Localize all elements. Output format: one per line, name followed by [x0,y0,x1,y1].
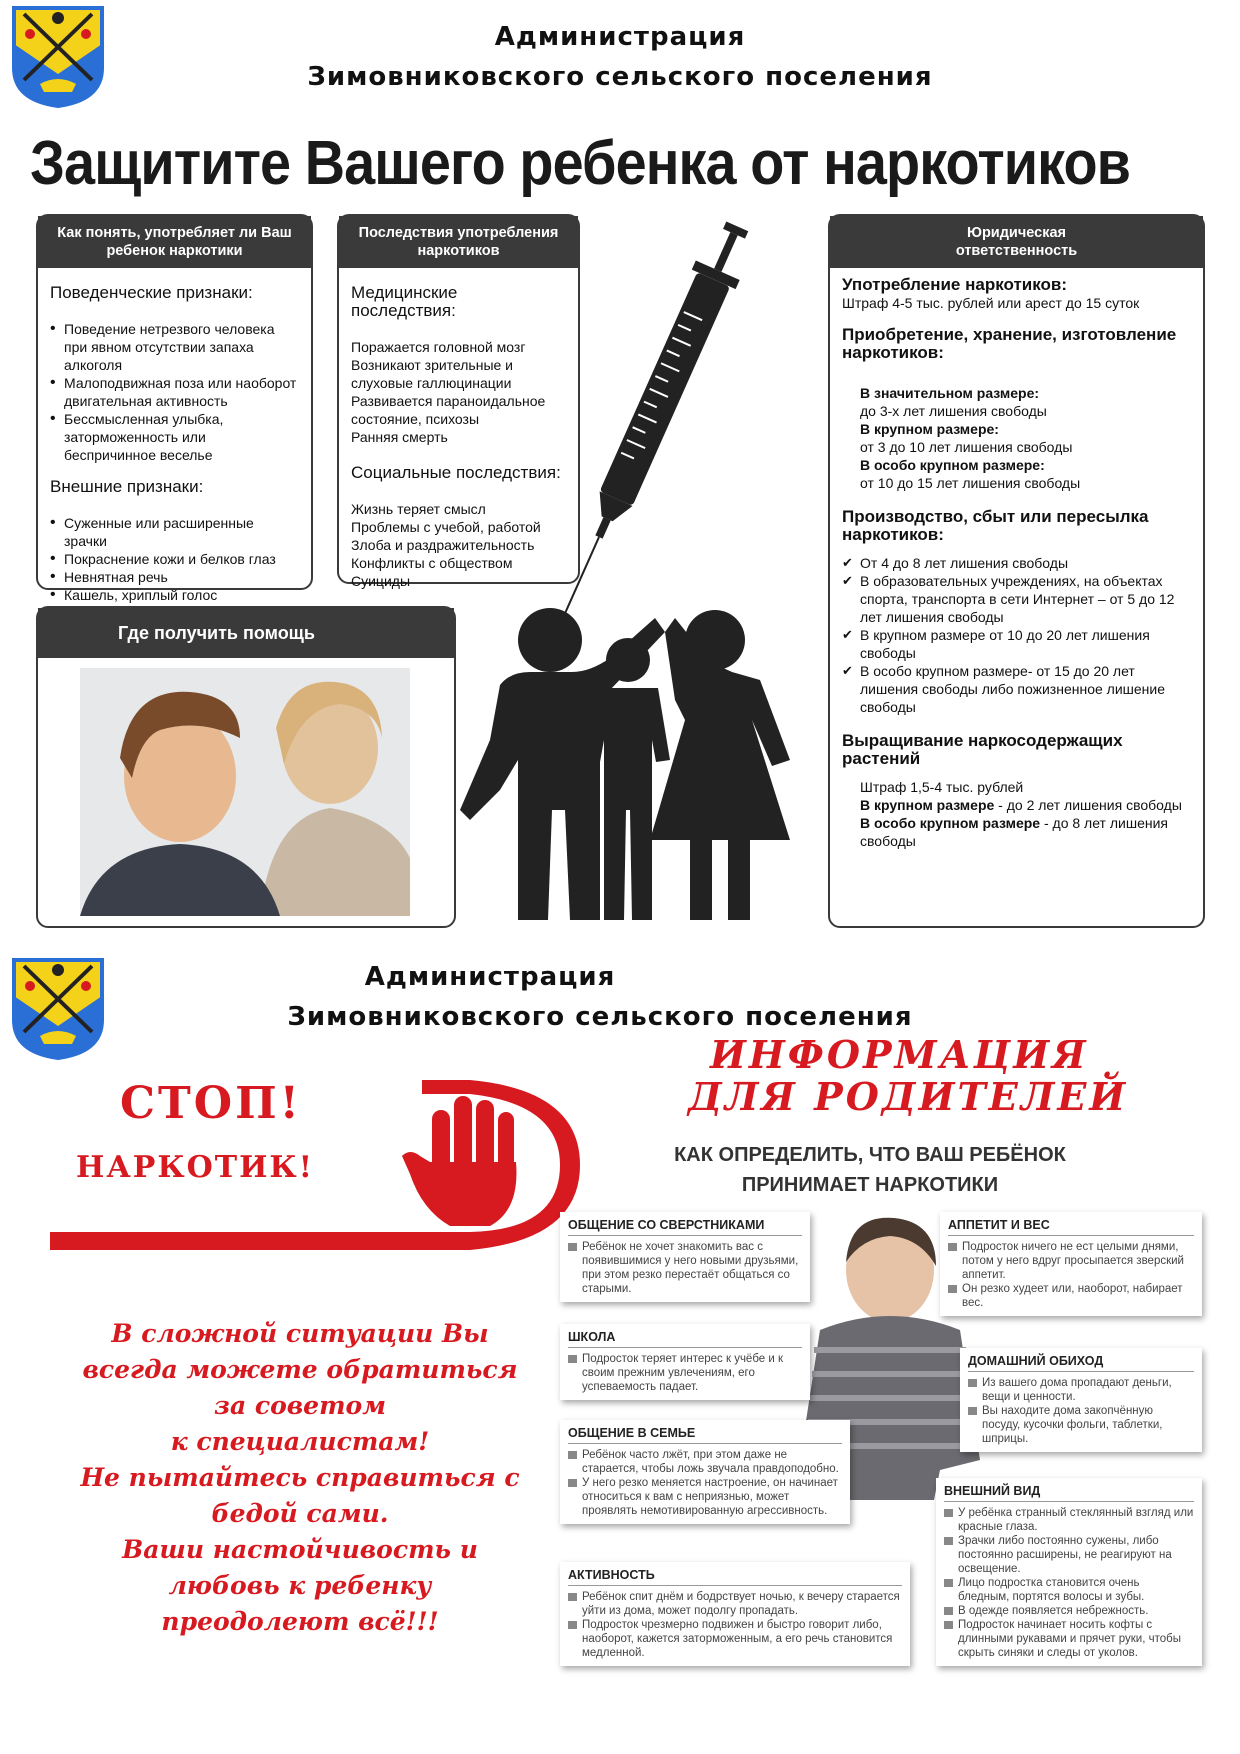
acquire-text: до 3-х лет лишения свободы [860,403,1047,419]
list-item: • Суженные или расширенные зрачки [50,514,299,550]
card-title: АКТИВНОСТЬ [568,1568,902,1586]
list-item: ✔ От 4 до 8 лет лишения свободы [842,554,1191,572]
card-school [560,1324,810,1400]
advice-line: к специалистам! [170,1427,430,1456]
card-item: Подросток чрезмерно подвижен и быстро говорит либо, наоборот, кажется заторможенным, а его речь становится медленной. [568,1618,902,1660]
card-item: Ребёнок часто лжёт, при этом даже не старается, чтобы ложь звучала правдоподобно. [568,1448,842,1476]
narcotic-heading: НАРКОТИК! [76,1150,314,1185]
advice-line: Ваши настойчивость и [122,1535,478,1564]
signs-box [36,214,313,603]
list-item: • Бессмысленная улыбка, заторможенность или беспричинное веселье [50,410,299,464]
acquire-label: В особо крупном размере: [860,457,1045,473]
info-heading-line2: ДЛЯ РОДИТЕЛЕЙ [688,1074,1129,1119]
card-family [560,1420,850,1524]
how-line: ПРИНИМАЕТ НАРКОТИКИ [741,1174,999,1196]
advice-line: бедой сами. [211,1499,389,1528]
list-item: • Поведение нетрезвого человека при явном отсутствии запаха алкоголя [50,320,299,374]
growing-xlarge-label: В особо крупном размере [860,815,1041,831]
list-item: Проблемы с учебой, работой [351,519,541,535]
social-heading: Социальные последствия: [351,463,561,482]
list-item: • Малоподвижная поза или наоборот двигательная активность [50,374,299,410]
mother-figure-icon [650,610,790,920]
admin-title-line2: Зимовниковского сельского поселения [307,62,933,92]
card-title: ВНЕШНИЙ ВИД [944,1484,1194,1502]
advice-line: всегда можете обратиться [82,1355,518,1384]
card-household [960,1348,1202,1452]
list-item: ✔ В образовательных учреждениях, на объектах спорта, транспорта в сети Интернет – от 5 до 12 лет лишения свободы [842,572,1191,626]
card-item: Ребёнок не хочет знакомить вас с появившимися у него новыми друзьями, при этом резко перестаёт общаться со старыми. [568,1240,802,1296]
card-item: Подросток начинает носить кофты с длинными рукавами и прячет руки, чтобы скрыть синяки и следы от уколов. [944,1618,1194,1660]
info-heading-line1: ИНФОРМАЦИЯ [710,1032,1089,1077]
syringe-family-illustration [460,200,830,920]
acquire-label: В крупном размере: [860,421,999,437]
card-item: Лицо подростка становится очень бледным, портятся волосы и зубы. [944,1576,1194,1604]
card-item: Вы находите дома закопчённую посуду, кусочки фольги, таблетки, шприцы. [968,1404,1194,1446]
card-title: ОБЩЕНИЕ В СЕМЬЕ [568,1426,842,1444]
card-appearance [936,1478,1202,1666]
card-peers [560,1212,810,1302]
advice-line: В сложной ситуации Вы [111,1319,489,1348]
growing-fine: Штраф 1,5-4 тыс. рублей [860,779,1024,795]
consequences-box-title: Последствия употребления наркотиков [339,216,578,268]
list-item: • Кашель, хриплый голос [50,586,299,604]
list-item: • Покраснение кожи и белков глаз [50,550,299,568]
list-item: Суициды [351,573,411,589]
card-item: У ребёнка странный стеклянный взгляд или красные глаза. [944,1506,1194,1534]
legal-box [828,214,1205,928]
list-item: Развивается параноидальное состояние, психозы [351,393,546,427]
use-heading: Употребление наркотиков: [842,275,1068,294]
legal-box-title: Юридическая ответственность [830,216,1203,268]
acquire-label: В значительном размере: [860,385,1040,401]
list-item: Возникают зрительные и слуховые галлюцинации [351,357,514,391]
help-box-title: Где получить помощь [38,608,454,658]
advice-line: преодолеют всё!!! [161,1607,439,1636]
growing-heading: Выращивание наркосодержащих растений [842,731,1123,768]
card-item: Ребёнок спит днём и бодрствует ночью, к вечеру старается уйти из дома, может подолгу пропадать. [568,1590,902,1618]
advice-line: любовь к ребенку [168,1571,432,1600]
signs-box-title: Как понять, употребляет ли Ваш ребенок наркотики [38,216,311,268]
admin-title-line2-bottom: Зимовниковского сельского поселения [287,1002,913,1032]
card-item: Зрачки либо постоянно сужены, либо постоянно расширены, не реагируют на освещение. [944,1534,1194,1576]
advice-line: за советом [214,1391,386,1420]
how-line: КАК ОПРЕДЕЛИТЬ, ЧТО ВАШ РЕБЁНОК [674,1144,1066,1166]
card-item: Подросток теряет интерес к учёбе и к своим прежним увлечениям, его успеваемость падает. [568,1352,802,1394]
advice-text [40,1316,560,1640]
coat-of-arms-emblem [10,4,106,108]
card-title: ДОМАШНИЙ ОБИХОД [968,1354,1194,1372]
card-item: В одежде появляется небрежность. [944,1604,1194,1618]
how-to-detect-heading [620,1140,1120,1200]
list-item: Ранняя смерть [351,429,448,445]
list-item: • Невнятная речь [50,568,299,586]
production-heading: Производство, сбыт или пересылка наркотиков: [842,507,1149,544]
advice-line: Не пытайтесь справиться с [80,1463,520,1492]
behavior-list [50,320,299,464]
list-item: Злоба и раздражительность [351,537,535,553]
card-item: Подросток ничего не ест целыми днями, потом у него вдруг просыпается зверский аппетит. [948,1240,1194,1282]
external-list [50,514,299,604]
list-item: ✔ В крупном размере от 10 до 20 лет лишения свободы [842,626,1191,662]
admin-title-line1: Администрация [494,22,746,52]
growing-xlarge-text: - до 8 лет лишения свободы [860,815,1168,849]
acquire-heading: Приобретение, хранение, изготовление наркотиков: [842,325,1177,362]
list-item: Жизнь теряет смысл [351,501,486,517]
list-item: Конфликты с обществом [351,555,513,571]
acquire-text: от 10 до 15 лет лишения свободы [860,475,1081,491]
card-item: Из вашего дома пропадают деньги, вещи и ценности. [968,1376,1194,1404]
card-title: ШКОЛА [568,1330,802,1348]
stop-hand-graphic [50,1070,590,1280]
list-item: ✔ В особо крупном размере- от 15 до 20 лет лишения свободы либо пожизненное лишение свободы [842,662,1191,716]
card-item: Он резко худеет или, наоборот, набирает вес. [948,1282,1194,1310]
hand-icon [402,1096,516,1226]
acquire-text: от 3 до 10 лет лишения свободы [860,439,1073,455]
list-item: Поражается головной мозг [351,339,526,355]
medical-heading: Медицинские последствия: [351,283,458,320]
card-title: АППЕТИТ И ВЕС [948,1218,1194,1236]
parent-teen-photo [80,668,410,916]
syringe-icon [532,217,759,648]
stop-heading: СТОП! [120,1078,302,1129]
card-item: У него резко меняется настроение, он начинает относиться к вам с неприязнью, может проявлять немотивированную агрессивность. [568,1476,842,1518]
card-activity [560,1562,910,1666]
page-title: Защитите Вашего ребенка от наркотиков [30,129,1131,198]
card-title: ОБЩЕНИЕ СО СВЕРСТНИКАМИ [568,1218,802,1236]
card-appetite [940,1212,1202,1316]
behavior-heading: Поведенческие признаки: [50,283,253,302]
growing-large-label: В крупном размере [860,797,995,813]
growing-large-text: - до 2 лет лишения свободы [994,797,1182,813]
production-list [842,554,1191,716]
external-heading: Внешние признаки: [50,477,204,496]
use-text: Штраф 4-5 тыс. рублей или арест до 15 суток [842,295,1140,311]
admin-title-line1-bottom: Администрация [364,962,616,992]
